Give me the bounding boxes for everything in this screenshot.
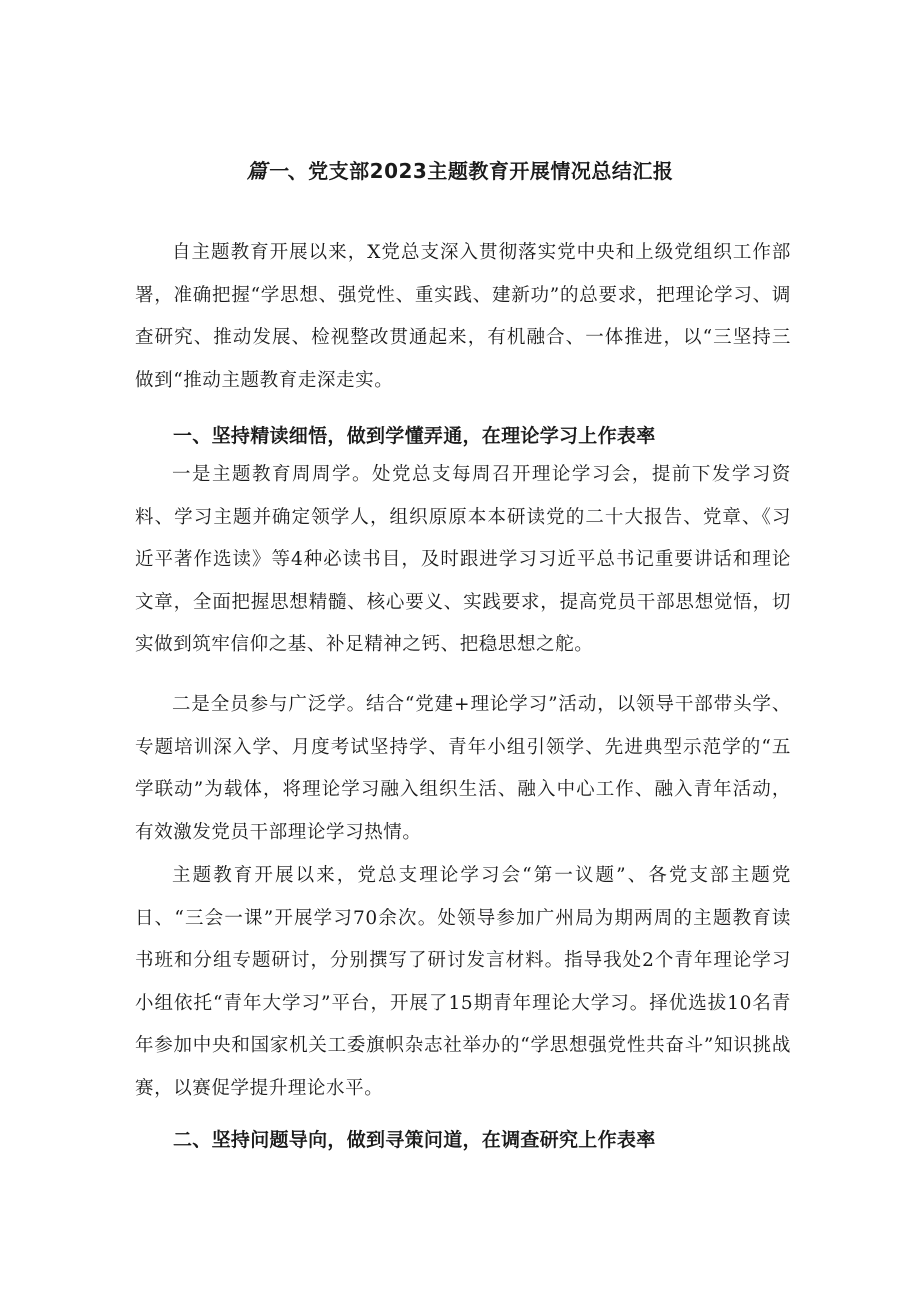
section-1-paragraph-1: 一是主题教育周周学。处党总支每周召开理论学习会，提前下发学习资料、学习主题并确定领学人，组织原原本本研读党的二十大报告、党章、《习近平著作选读》等4种必读书目，及时跟进学习习近平总书记重要讲话和理论文章，全面把握思想精髓、核心要义、实践要求，提高党员干部思想觉悟，切实做到筑牢信仰之基、补足精神之钙、把稳思想之舵。 bbox=[135, 464, 791, 655]
document-title bbox=[0, 156, 920, 186]
section-heading-2: 二、坚持问题导向，做到寻策问道，在调查研究上作表率 bbox=[173, 1129, 656, 1151]
title-text: 、党支部2023主题教育开展情况总结汇报 bbox=[287, 159, 674, 183]
section-1-paragraph-3: 主题教育开展以来，党总支理论学习会“第一议题”、各党支部主题党日、“三会一课”开展学习70余次。处领导参加广州局为期两周的主题教育读书班和分组专题研讨，分别撰写了研讨发言材料。指导我处2个青年理论学习小组依托“青年大学习”平台，开展了15期青年理论大学习。择优选拔10名青年参加中央和国家机关工委旗帜杂志社举办的“学思想强党性共奋斗”知识挑战赛，以赛促学提升理论水平。 bbox=[135, 865, 791, 1099]
title-lead: 篇一 bbox=[246, 159, 288, 183]
section-1-paragraph-2: 二是全员参与广泛学。结合“党建+理论学习”活动，以领导干部带头学、专题培训深入学、月度考试坚持学、青年小组引领学、先进典型示范学的“五学联动”为载体，将理论学习融入组织生活、融入中心工作、融入青年活动，有效激发党员干部理论学习热情。 bbox=[135, 694, 791, 843]
intro-paragraph: 自主题教育开展以来，X党总支深入贯彻落实党中央和上级党组织工作部署，准确把握“学思想、强党性、重实践、建新功”的总要求，把理论学习、调查研究、推动发展、检视整改贯通起来，有机融合、一体推进，以“三坚持三做到“推动主题教育走深走实。 bbox=[135, 242, 791, 391]
section-heading-1: 一、坚持精读细悟，做到学懂弄通，在理论学习上作表率 bbox=[173, 425, 656, 447]
